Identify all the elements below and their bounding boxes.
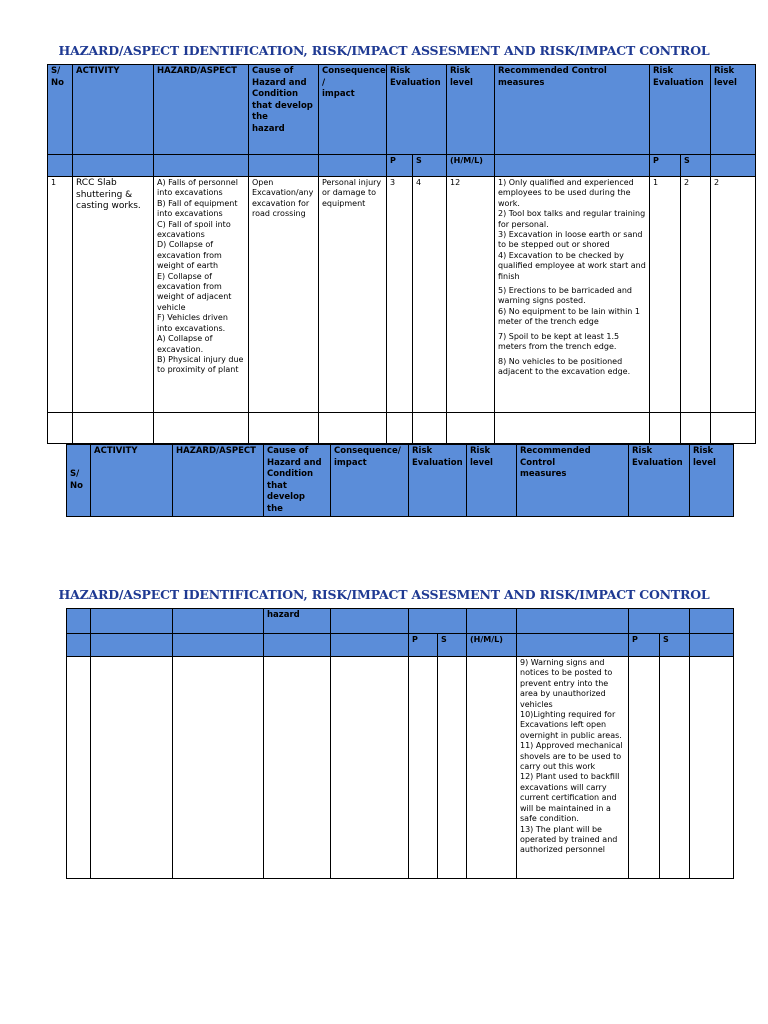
measure-group: 7) Spoil to be kept at least 1.5 meters from the trench edge.	[498, 331, 620, 352]
measure-group: 1) Only qualified and experienced employees to be used during the work. 2) Tool box talks and regular training for personal. 3) Excavation in loose earth or sand to be stepped out or shored 4) Excavation to be checked by qualified employee at work start and finish	[498, 178, 646, 281]
measure-group: 8) No vehicles to be positioned adjacent to the excavation edge.	[498, 356, 631, 376]
header-activity: ACTIVITY	[91, 445, 173, 517]
sub-s2: S	[660, 634, 690, 657]
sub-empty	[495, 155, 650, 177]
cell-control-measures: 9) Warning signs and notices to be posted to prevent entry into the area by unauthorized vehicles 10)Lighting required for Excavations left open overnight in public areas. 11) Approved mechanical shovels are to be used to carry out this work 12) Plant used to backfill excavations will carry current certification and will be maintained in a safe condition. 13) The plant will be operated by trained and authorized personnel	[517, 657, 629, 879]
sub-s: S	[438, 634, 467, 657]
header-residual-risk-evaluation: Risk Evaluation	[650, 65, 711, 155]
header-sno: S/ No	[67, 445, 91, 517]
table-row-empty	[48, 413, 756, 444]
sub-p: P	[409, 634, 438, 657]
sub-p2: P	[650, 155, 681, 177]
sub-level: (H/M/L)	[467, 634, 517, 657]
sub-empty	[711, 155, 756, 177]
sub-p: P	[387, 155, 413, 177]
cell-sno: 1	[48, 177, 73, 413]
header-cause-continued: hazard	[264, 609, 331, 634]
header-hazard: HAZARD/ASPECT	[173, 445, 264, 517]
header-risk-level: Risk level	[467, 445, 517, 517]
cell-p2: 1	[650, 177, 681, 413]
sub-p2: P	[629, 634, 660, 657]
header-risk-evaluation: Risk Evaluation	[387, 65, 447, 155]
header-residual-risk-level: Risk level	[690, 445, 734, 517]
header-risk-level: Risk level	[447, 65, 495, 155]
page-title: HAZARD/ASPECT IDENTIFICATION, RISK/IMPACT ASSESMENT AND RISK/IMPACT CONTROL	[58, 43, 710, 58]
header-residual-risk-level: Risk level	[711, 65, 756, 155]
sub-empty	[154, 155, 249, 177]
page-title: HAZARD/ASPECT IDENTIFICATION, RISK/IMPACT ASSESMENT AND RISK/IMPACT CONTROL	[58, 587, 710, 602]
repeated-header-table	[66, 444, 734, 517]
table-row	[48, 177, 756, 413]
header-sno: S/ No	[48, 65, 73, 155]
sub-empty	[249, 155, 319, 177]
header-consequence: Consequence/ impact	[331, 445, 409, 517]
cell-activity: RCC Slab shuttering & casting works.	[73, 177, 154, 413]
cell-level2: 2	[711, 177, 756, 413]
header-consequence: Consequence / impact	[319, 65, 387, 155]
cell-s2: 2	[681, 177, 711, 413]
header-cause: Cause of Hazard and Condition that develop the	[264, 445, 331, 517]
sub-s: S	[413, 155, 447, 177]
sub-empty	[73, 155, 154, 177]
header-control-measures: Recommended Control measures	[495, 65, 650, 155]
cell-cause: Open Excavation/any excavation for road crossing	[249, 177, 319, 413]
header-hazard: HAZARD/ASPECT	[154, 65, 249, 155]
cell-level: 12	[447, 177, 495, 413]
sub-s2: S	[681, 155, 711, 177]
table-row	[67, 657, 734, 879]
cell-p: 3	[387, 177, 413, 413]
cell-control-measures	[495, 177, 650, 413]
measure-group: 5) Erections to be barricaded and warning signs posted. 6) No equipment to be lain within 1 meter of the trench edge	[498, 286, 640, 327]
sub-empty	[319, 155, 387, 177]
risk-table-continued	[66, 608, 734, 879]
header-risk-evaluation: Risk Evaluation	[409, 445, 467, 517]
cell-s: 4	[413, 177, 447, 413]
header-activity: ACTIVITY	[73, 65, 154, 155]
cell-consequence: Personal injury or damage to equipment	[319, 177, 387, 413]
header-cause: Cause of Hazard and Condition that develop the hazard	[249, 65, 319, 155]
header-control-measures: Recommended Control measures	[517, 445, 629, 517]
cell-hazard: A) Falls of personnel into excavations B) Fall of equipment into excavations C) Fall of spoil into excavations D) Collapse of excavation from weight of earth E) Collapse of excavation from weight of adjacent vehicle F) Vehicles driven into excavations. A) Collapse of excavation. B) Physical injury due to proximity of plant	[154, 177, 249, 413]
sub-level: (H/M/L)	[447, 155, 495, 177]
sub-empty	[48, 155, 73, 177]
header-residual-risk-evaluation: Risk Evaluation	[629, 445, 690, 517]
risk-table	[47, 64, 756, 444]
